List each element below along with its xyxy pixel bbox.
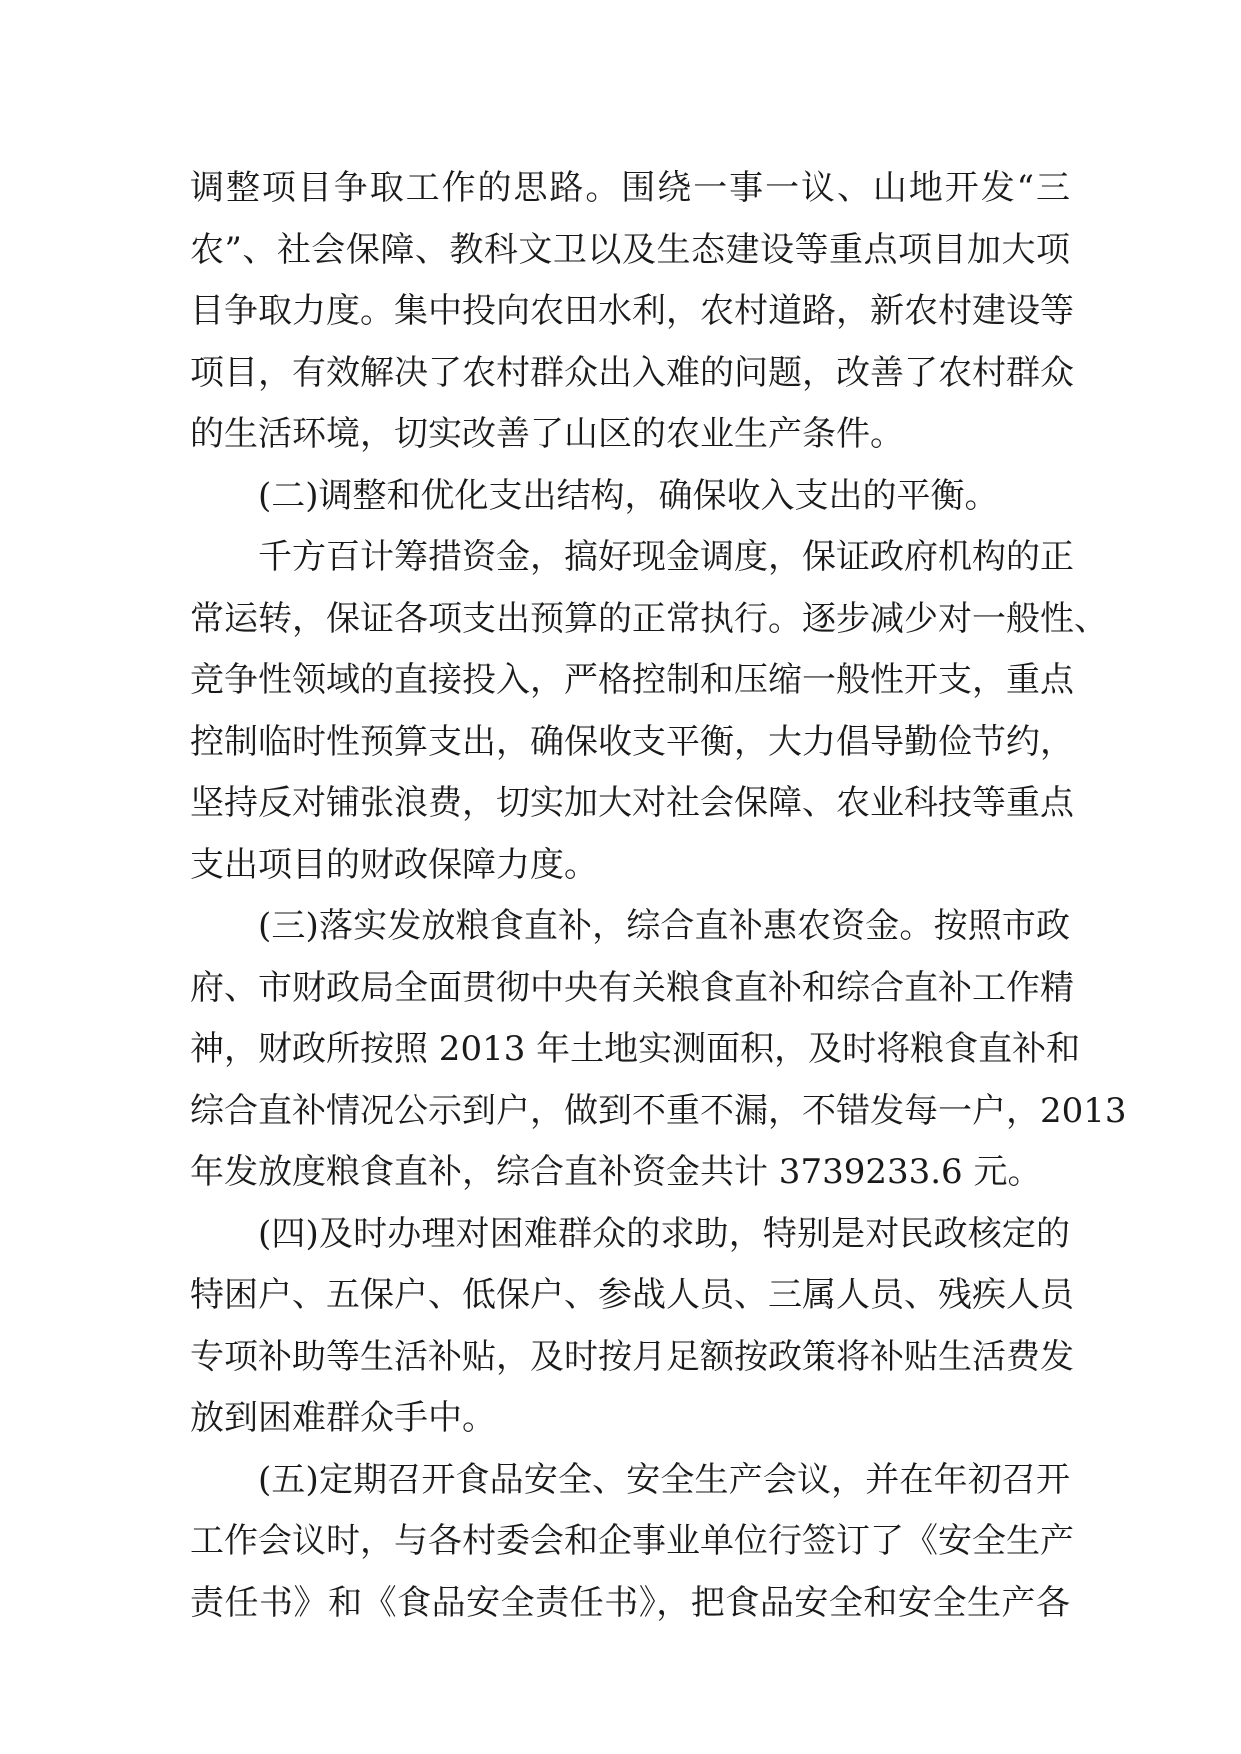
text-line: 坚持反对铺张浪费，切实加大对社会保障、农业科技等重点 (190, 783, 1074, 823)
text-line: 竞争性领域的直接投入，严格控制和压缩一般性开支，重点 (190, 660, 1074, 700)
text-line: 特困户、五保户、低保户、参战人员、三属人员、残疾人员 (190, 1275, 1074, 1315)
text-line: 常运转，保证各项支出预算的正常执行。逐步减少对一般性、 (190, 598, 1108, 639)
text-line: 专项补助等生活补贴，及时按月足额按政策将补贴生活费发 (190, 1336, 1074, 1377)
text-line: 的生活环境，切实改善了山区的农业生产条件。 (190, 414, 904, 454)
text-line: 综合直补情况公示到户，做到不重不漏，不错发每一户，2013 (190, 1090, 1127, 1131)
text-line: (三)落实发放粮食直补，综合直补惠农资金。按照市政 (258, 906, 1070, 946)
text-line: 神，财政所按照 2013 年土地实测面积，及时将粮食直补和 (190, 1029, 1081, 1069)
text-line: (二)调整和优化支出结构，确保收入支出的平衡。 (258, 475, 999, 516)
text-line: 目争取力度。集中投向农田水利，农村道路，新农村建设等 (190, 291, 1074, 331)
text-line: 千方百计筹措资金，搞好现金调度，保证政府机构的正 (258, 537, 1074, 577)
text-line: 农”、社会保障、教科文卫以及生态建设等重点项目加大项 (190, 229, 1070, 270)
text-line: (四)及时办理对困难群众的求助，特别是对民政核定的 (258, 1213, 1070, 1254)
text-line: 府、市财政局全面贯彻中央有关粮食直补和综合直补工作精 (190, 967, 1074, 1008)
text-line: 项目，有效解决了农村群众出入难的问题，改善了农村群众 (190, 352, 1074, 393)
text-line: 调整项目争取工作的思路。围绕一事一议、山地开发“三 (190, 168, 1070, 208)
text-line: 支出项目的财政保障力度。 (190, 844, 598, 885)
text-line: (五)定期召开食品安全、安全生产会议，并在年初召开 (258, 1459, 1070, 1500)
text-line: 放到困难群众手中。 (190, 1398, 496, 1438)
text-line: 控制临时性预算支出，确保收支平衡，大力倡导勤俭节约， (190, 721, 1074, 762)
text-line: 责任书》和《食品安全责任书》，把食品安全和安全生产各 (190, 1582, 1070, 1623)
text-line: 工作会议时，与各村委会和企事业单位行签订了《安全生产 (190, 1521, 1074, 1561)
text-line: 年发放度粮食直补，综合直补资金共计 3739233.6 元。 (190, 1152, 1042, 1192)
body-text (190, 158, 1127, 1634)
